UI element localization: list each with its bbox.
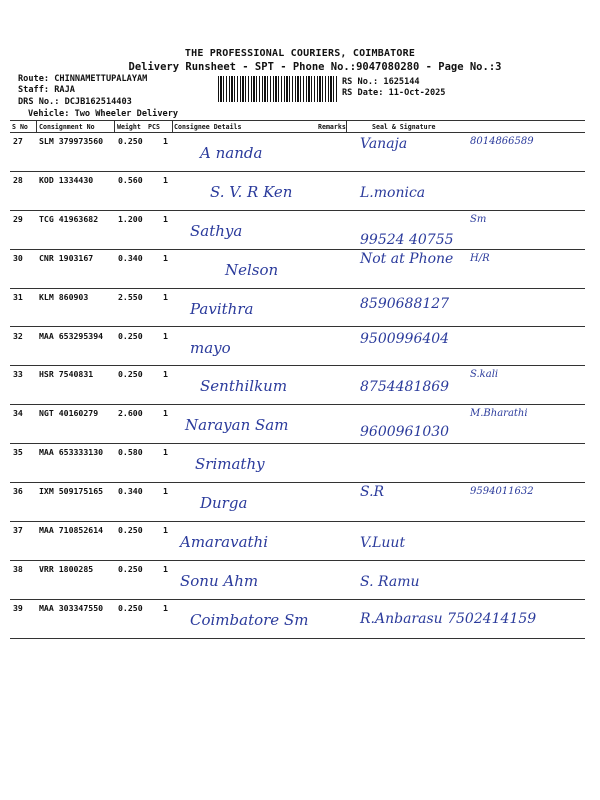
row-signature: R.Anbarasu 7502414159 [360,610,537,627]
row-pcs: 1 [163,602,168,613]
row-consignment-no: MAA 653295394 [39,330,104,341]
row-consignee-name: Sathya [190,221,243,240]
row-consignee-name: Nelson [225,260,279,279]
row-weight: 0.250 [118,136,143,146]
col-header-sno: S No [12,123,28,131]
row-consignee-name: Sonu Ahm [180,571,259,590]
table-row [0,404,600,443]
staff-label: Staff: RAJA [18,85,75,95]
row-consignment-no: VRR 1800285 [39,563,94,574]
row-weight: 0.250 [118,563,143,574]
row-weight: 1.200 [118,213,143,224]
col-divider [346,120,347,132]
rs-date: RS Date: 11-Oct-2025 [342,88,446,98]
row-consignment-no: HSR 7540831 [39,369,94,380]
row-pcs: 1 [163,330,168,341]
table-row [0,365,600,404]
row-sno: 29 [13,213,23,224]
row-consignee-name: Pavithra [190,299,254,318]
row-weight: 0.250 [118,525,143,535]
col-divider [114,120,115,132]
col-divider [172,120,173,132]
row-divider [10,638,585,639]
row-consignee-name: Narayan Sam [185,416,289,435]
row-consignee-name: Srimathy [195,455,265,474]
row-sno: 37 [13,525,23,535]
row-weight: 0.580 [118,447,143,458]
row-pcs: 1 [163,369,168,380]
row-consignee-name: Senthilkum [200,377,288,396]
row-weight: 2.600 [118,408,143,419]
row-pcs: 1 [163,447,168,458]
row-consignment-no: MAA 653333130 [39,447,104,458]
table-top-border [10,120,585,121]
row-consignee-name: Amaravathi [180,533,269,551]
row-signature: 99524 40755 [360,231,454,248]
row-signature: L.monica [360,184,426,201]
row-consignment-no: IXM 509175165 [39,486,104,497]
row-consignment-no: TCG 41963682 [39,213,99,224]
col-header-seal: Seal & Signature [372,123,436,131]
table-row [0,560,600,599]
row-consignee-name: Coimbatore Sm [190,610,309,629]
col-header-pcs: PCS [148,123,160,131]
row-weight: 0.340 [118,486,143,497]
row-sno: 28 [13,174,23,185]
rs-number: RS No.: 1625144 [342,77,420,87]
route-label: Route: CHINNAMETTUPALAYAM [18,74,148,84]
row-pcs: 1 [163,486,168,497]
row-pcs: 1 [163,525,168,535]
table-row [0,443,600,482]
row-pcs: 1 [163,291,168,302]
col-header-remarks: Remarks [318,123,346,131]
row-consignee-name: mayo [190,338,231,357]
col-header-consignment: Consignment No [39,123,95,131]
row-sno: 33 [13,369,23,380]
barcode-icon [218,76,338,102]
row-consignment-no: KLM 860903 [39,291,89,302]
table-row [0,327,600,366]
drs-number: DRS No.: DCJB162514403 [18,97,132,107]
row-pcs: 1 [163,563,168,574]
row-signature-note: M.Bharathi [470,408,528,420]
row-weight: 0.560 [118,174,143,185]
row-sno: 35 [13,447,23,458]
row-signature: 8754481869 [360,379,450,396]
row-signature: 9500996404 [360,330,450,347]
row-weight: 0.340 [118,252,143,263]
row-consignment-no: MAA 710852614 [39,525,104,535]
row-sno: 32 [13,330,23,341]
col-divider [36,120,37,132]
table-row [0,482,600,521]
row-sno: 36 [13,486,23,497]
row-sno: 39 [13,602,23,613]
row-signature-note: Sm [470,213,487,225]
row-consignee-name: S. V. R Ken [210,182,293,201]
row-pcs: 1 [163,174,168,185]
row-consignment-no: KOD 1334430 [39,174,94,185]
row-signature: 9600961030 [360,424,450,441]
row-sno: 34 [13,408,23,419]
row-signature-note: H/R [470,252,490,264]
row-signature-note: 8014866589 [470,136,534,147]
runsheet-subtitle: Delivery Runsheet - SPT - Phone No.:9047080280 - Page No.:3 [128,61,502,73]
table-row [0,288,600,327]
row-consignment-no: MAA 303347550 [39,602,104,613]
row-pcs: 1 [163,252,168,263]
row-signature-note: 9594011632 [470,486,534,498]
row-weight: 2.550 [118,291,143,302]
row-weight: 0.250 [118,330,143,341]
row-signature: S. Ramu [360,573,420,590]
row-sno: 30 [13,252,23,263]
row-signature: Not at Phone [360,250,454,267]
table-row [0,171,600,210]
row-consignment-no: NGT 40160279 [39,408,99,419]
row-consignee-name: Durga [200,494,248,513]
row-signature-note: S.kali [470,369,499,381]
row-weight: 0.250 [118,602,143,613]
table-row [0,521,600,560]
row-consignment-no: SLM 379973560 [39,136,104,146]
table-row [0,249,600,288]
row-sno: 38 [13,563,23,574]
row-sno: 31 [13,291,23,302]
row-sno: 27 [13,136,23,146]
row-pcs: 1 [163,213,168,224]
company-title: THE PROFESSIONAL COURIERS, COIMBATORE [184,48,416,59]
row-consignment-no: CNR 1903167 [39,252,94,263]
row-pcs: 1 [163,136,168,146]
vehicle-label: Vehicle: Two Wheeler Delivery [28,109,179,119]
table-row [0,599,600,638]
row-signature: 8590688127 [360,295,450,312]
row-signature: S.R [360,484,385,501]
table-row [0,132,600,171]
row-signature: V.Luut [360,535,406,551]
col-header-weight: Weight [117,123,141,131]
row-pcs: 1 [163,408,168,419]
row-signature: Vanaja [360,136,408,152]
row-weight: 0.250 [118,369,143,380]
table-row [0,210,600,249]
col-header-consignee: Consignee Details [174,123,242,131]
row-consignee-name: A nanda [200,144,263,162]
